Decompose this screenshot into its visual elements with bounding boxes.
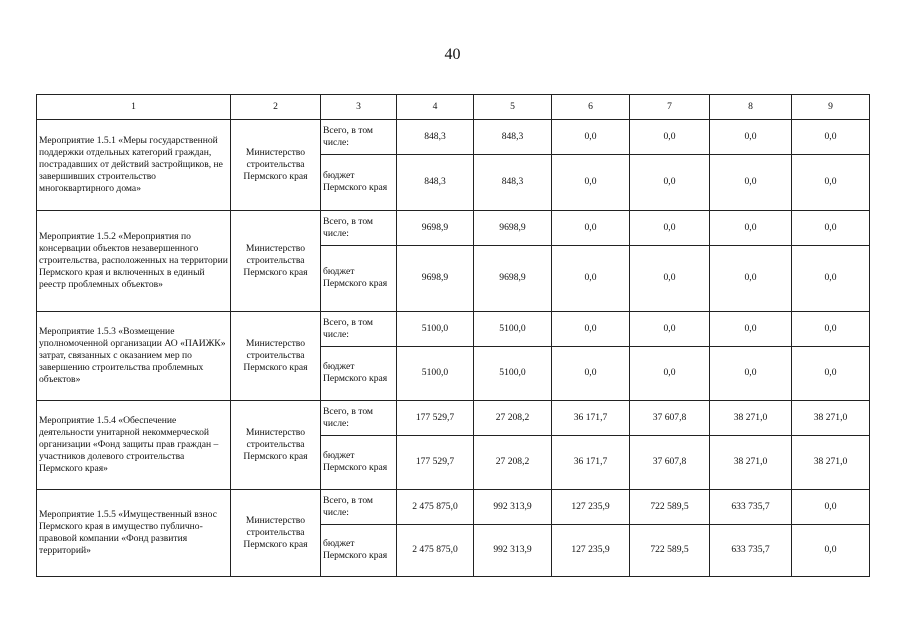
value-cell: 0,0 xyxy=(710,154,792,210)
header-cell: 2 xyxy=(231,95,321,120)
table-row xyxy=(37,120,870,155)
value-cell: 36 171,7 xyxy=(552,435,630,489)
value-cell: 36 171,7 xyxy=(552,401,630,436)
value-cell: 0,0 xyxy=(792,245,870,311)
value-cell: 0,0 xyxy=(552,245,630,311)
measure-cell: Мероприятие 1.5.3 «Возмещение уполномоченной организации АО «ПАИЖК» затрат, связанных с оказанием мер по завершению строительства проблемных объектов» xyxy=(37,312,231,401)
value-cell: 9698,9 xyxy=(397,245,474,311)
kind-cell: Всего, в том числе: xyxy=(321,211,397,246)
value-cell: 2 475 875,0 xyxy=(397,524,474,576)
value-cell: 0,0 xyxy=(710,120,792,155)
value-cell: 0,0 xyxy=(552,346,630,400)
value-cell: 992 313,9 xyxy=(474,490,552,525)
table-row xyxy=(37,401,870,436)
responsible-cell: Министерство строительства Пермского края xyxy=(231,490,321,577)
kind-cell: Всего, в том числе: xyxy=(321,401,397,436)
value-cell: 0,0 xyxy=(792,490,870,525)
value-cell: 848,3 xyxy=(474,154,552,210)
header-cell: 4 xyxy=(397,95,474,120)
table-row xyxy=(37,312,870,347)
value-cell: 848,3 xyxy=(474,120,552,155)
value-cell: 9698,9 xyxy=(474,211,552,246)
header-cell: 8 xyxy=(710,95,792,120)
value-cell: 27 208,2 xyxy=(474,401,552,436)
value-cell: 0,0 xyxy=(792,312,870,347)
kind-cell: бюджет Пермского края xyxy=(321,154,397,210)
responsible-cell: Министерство строительства Пермского края xyxy=(231,120,321,211)
page-number: 40 xyxy=(444,46,461,63)
kind-cell: бюджет Пермского края xyxy=(321,435,397,489)
value-cell: 0,0 xyxy=(552,120,630,155)
header-cell: 1 xyxy=(37,95,231,120)
value-cell: 722 589,5 xyxy=(630,490,710,525)
responsible-cell: Министерство строительства Пермского края xyxy=(231,312,321,401)
value-cell: 0,0 xyxy=(630,312,710,347)
header-cell: 3 xyxy=(321,95,397,120)
kind-cell: Всего, в том числе: xyxy=(321,120,397,155)
value-cell: 9698,9 xyxy=(474,245,552,311)
value-cell: 0,0 xyxy=(792,154,870,210)
value-cell: 0,0 xyxy=(792,211,870,246)
measure-cell: Мероприятие 1.5.4 «Обеспечение деятельности унитарной некоммерческой организации «Фонд защиты прав граждан – участников долевого строительства Пермского края» xyxy=(37,401,231,490)
value-cell: 38 271,0 xyxy=(710,401,792,436)
kind-cell: бюджет Пермского края xyxy=(321,346,397,400)
responsible-cell: Министерство строительства Пермского края xyxy=(231,211,321,312)
kind-cell: Всего, в том числе: xyxy=(321,312,397,347)
value-cell: 0,0 xyxy=(710,245,792,311)
header-cell: 7 xyxy=(630,95,710,120)
value-cell: 0,0 xyxy=(630,120,710,155)
value-cell: 127 235,9 xyxy=(552,524,630,576)
value-cell: 0,0 xyxy=(792,524,870,576)
value-cell: 848,3 xyxy=(397,120,474,155)
value-cell: 9698,9 xyxy=(397,211,474,246)
value-cell: 127 235,9 xyxy=(552,490,630,525)
value-cell: 38 271,0 xyxy=(792,401,870,436)
value-cell: 177 529,7 xyxy=(397,401,474,436)
value-cell: 27 208,2 xyxy=(474,435,552,489)
value-cell: 5100,0 xyxy=(474,346,552,400)
budget-table xyxy=(36,94,870,577)
value-cell: 0,0 xyxy=(552,154,630,210)
header-row xyxy=(37,95,870,120)
kind-cell: бюджет Пермского края xyxy=(321,245,397,311)
value-cell: 0,0 xyxy=(630,154,710,210)
value-cell: 38 271,0 xyxy=(792,435,870,489)
value-cell: 0,0 xyxy=(630,346,710,400)
value-cell: 633 735,7 xyxy=(710,490,792,525)
value-cell: 0,0 xyxy=(710,346,792,400)
value-cell: 5100,0 xyxy=(474,312,552,347)
kind-cell: бюджет Пермского края xyxy=(321,524,397,576)
value-cell: 848,3 xyxy=(397,154,474,210)
value-cell: 633 735,7 xyxy=(710,524,792,576)
measure-cell: Мероприятие 1.5.5 «Имущественный взнос Пермского края в имущество публично-правовой компании «Фонд развития территорий» xyxy=(37,490,231,577)
value-cell: 2 475 875,0 xyxy=(397,490,474,525)
value-cell: 0,0 xyxy=(552,211,630,246)
value-cell: 0,0 xyxy=(552,312,630,347)
value-cell: 37 607,8 xyxy=(630,435,710,489)
value-cell: 177 529,7 xyxy=(397,435,474,489)
kind-cell: Всего, в том числе: xyxy=(321,490,397,525)
value-cell: 5100,0 xyxy=(397,312,474,347)
header-cell: 9 xyxy=(792,95,870,120)
header-cell: 6 xyxy=(552,95,630,120)
measure-cell: Мероприятие 1.5.1 «Меры государственной поддержки отдельных категорий граждан, пострадавших от действий застройщиков, не завершивших строительство многоквартирного дома» xyxy=(37,120,231,211)
value-cell: 5100,0 xyxy=(397,346,474,400)
value-cell: 0,0 xyxy=(710,211,792,246)
table-row xyxy=(37,490,870,525)
measure-cell: Мероприятие 1.5.2 «Мероприятия по консервации объектов незавершенного строительства, расположенных на территории Пермского края и включенных в единый реестр проблемных объектов» xyxy=(37,211,231,312)
value-cell: 0,0 xyxy=(710,312,792,347)
value-cell: 0,0 xyxy=(630,245,710,311)
value-cell: 0,0 xyxy=(792,346,870,400)
responsible-cell: Министерство строительства Пермского края xyxy=(231,401,321,490)
value-cell: 0,0 xyxy=(792,120,870,155)
value-cell: 722 589,5 xyxy=(630,524,710,576)
value-cell: 38 271,0 xyxy=(710,435,792,489)
value-cell: 0,0 xyxy=(630,211,710,246)
table-row xyxy=(37,211,870,246)
value-cell: 37 607,8 xyxy=(630,401,710,436)
header-cell: 5 xyxy=(474,95,552,120)
value-cell: 992 313,9 xyxy=(474,524,552,576)
